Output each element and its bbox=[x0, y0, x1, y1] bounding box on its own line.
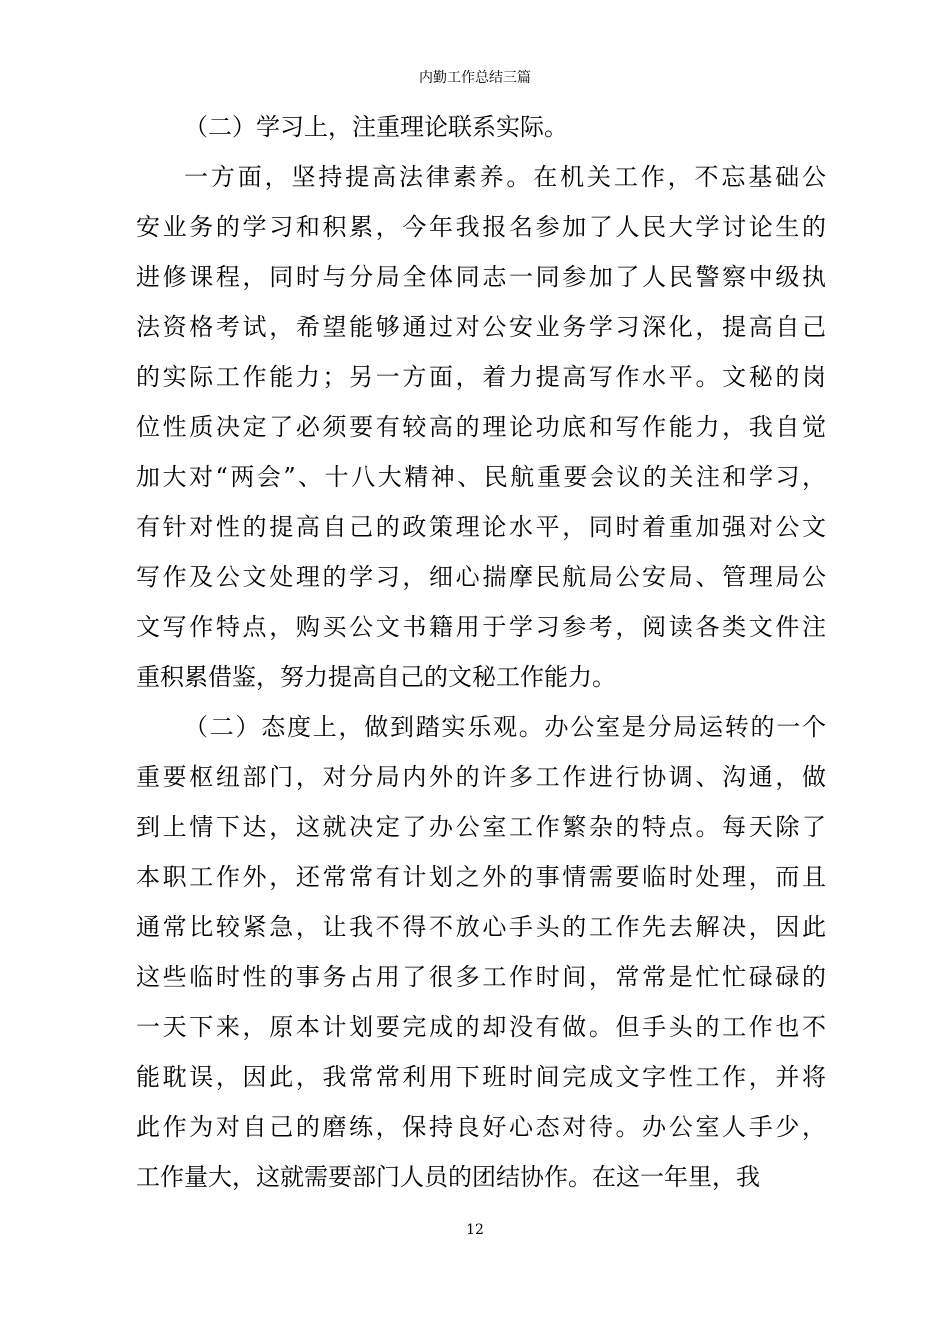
paragraph-line: 位性质决定了必须要有较高的理论功底和写作能力，我自觉 bbox=[136, 413, 826, 441]
paragraph-line: 到上情下达，这就决定了办公室工作繁杂的特点。每天除了 bbox=[136, 813, 826, 841]
paragraph-line: 本职工作外，还常常有计划之外的事情需要临时处理，而且 bbox=[136, 863, 826, 891]
paragraph-line: 一方面，坚持提高法律素养。在机关工作，不忘基础公 bbox=[184, 163, 826, 191]
paragraph-line: 通常比较紧急，让我不得不放心手头的工作先去解决，因此 bbox=[136, 913, 826, 941]
paragraph-line: 工作量大，这就需要部门人员的团结协作。在这一年里，我 bbox=[136, 1163, 760, 1191]
paragraph-line: 有针对性的提高自己的政策理论水平，同时着重加强对公文 bbox=[136, 513, 826, 541]
paragraph-line: 此作为对自己的磨练，保持良好心态对待。办公室人手少， bbox=[136, 1113, 826, 1141]
section-heading: （二）学习上，注重理论联系实际。 bbox=[184, 113, 568, 141]
paragraph-line: 文写作特点，购买公文书籍用于学习参考，阅读各类文件注 bbox=[136, 613, 826, 641]
paragraph-line: 这些临时性的事务占用了很多工作时间，常常是忙忙碌碌的 bbox=[136, 963, 826, 991]
paragraph-line: 加大对“两会”、十八大精神、民航重要会议的关注和学习， bbox=[136, 463, 826, 491]
paragraph-line: 重要枢纽部门，对分局内外的许多工作进行协调、沟通，做 bbox=[136, 763, 826, 791]
page-number: 12 bbox=[466, 1222, 484, 1238]
paragraph-line: 重积累借鉴，努力提高自己的文秘工作能力。 bbox=[136, 663, 616, 691]
paragraph-line: 能耽误，因此，我常常利用下班时间完成文字性工作，并将 bbox=[136, 1063, 826, 1091]
paragraph-line: 写作及公文处理的学习，细心揣摩民航局公安局、管理局公 bbox=[136, 563, 826, 591]
paragraph-line: 的实际工作能力；另一方面，着力提高写作水平。文秘的岗 bbox=[136, 363, 826, 391]
paragraph-line: （二）态度上，做到踏实乐观。办公室是分局运转的一个 bbox=[184, 713, 826, 741]
page-header: 内勤工作总结三篇 bbox=[419, 70, 531, 86]
paragraph-line: 法资格考试，希望能够通过对公安业务学习深化，提高自己 bbox=[136, 313, 826, 341]
body-text bbox=[136, 102, 826, 1202]
paragraph-line: 进修课程，同时与分局全体同志一同参加了人民警察中级执 bbox=[136, 263, 826, 291]
paragraph-line: 一天下来，原本计划要完成的却没有做。但手头的工作也不 bbox=[136, 1013, 826, 1041]
paragraph-line: 安业务的学习和积累，今年我报名参加了人民大学讨论生的 bbox=[136, 213, 826, 241]
